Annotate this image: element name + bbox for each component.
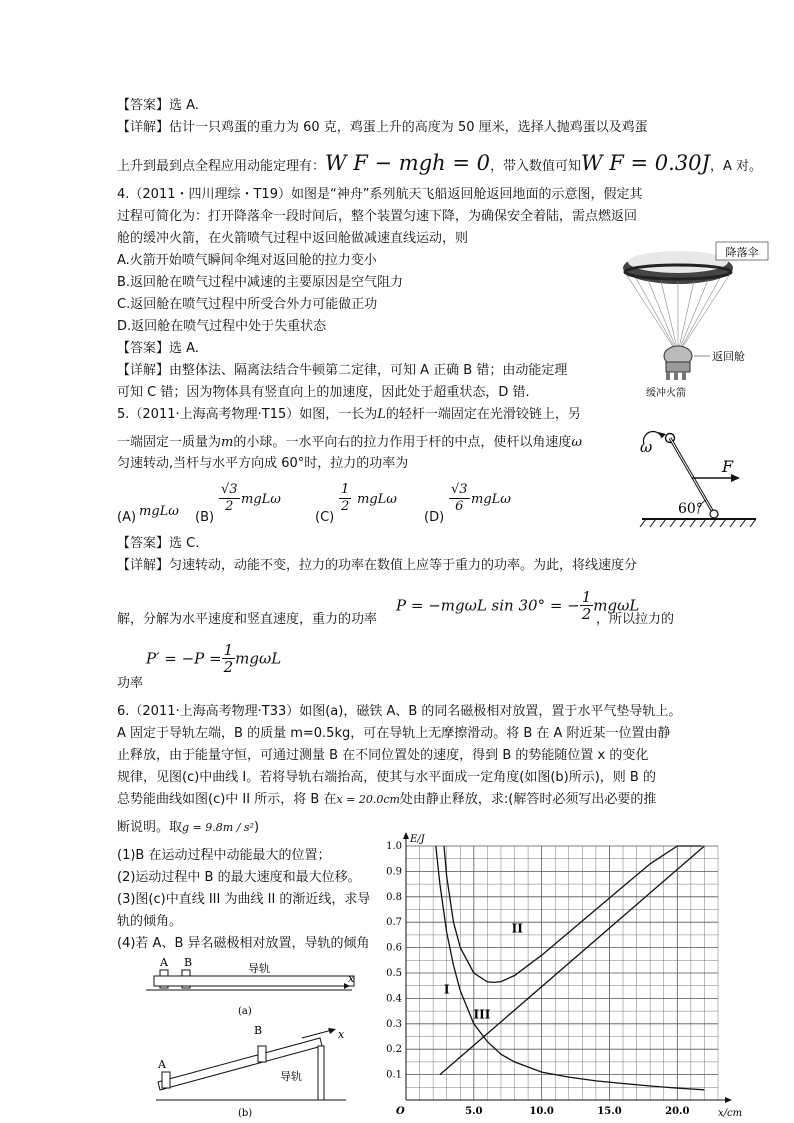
q6-sub-question-1: (1)B 在运动过程中动能最大的位置； <box>117 848 331 863</box>
q5-option-a-expr: mgLω <box>139 504 179 519</box>
fig-a-magnet-a-label: A <box>160 956 168 969</box>
q5-option-d-label: (D) <box>424 510 445 525</box>
q4-stem-line-3: 舱的缓冲火箭，在火箭喷气过程中返回舱做减速直线运动，则 <box>117 231 469 246</box>
q6-sub-question-3b: 轨的倾角。 <box>117 914 183 929</box>
q5-option-d-expr: mgLω <box>471 492 511 507</box>
q4-option-b: B.返回舱在喷气过程中减速的主要原因是空气阻力 <box>117 275 404 290</box>
series-curve-I <box>436 846 705 1090</box>
q4-answer: 【答案】选 A. <box>117 341 199 356</box>
series-label-III: III <box>473 1007 491 1022</box>
q6-sub-question-4: (4)若 A、B 异名磁极相对放置，导轨的倾角 <box>117 936 370 951</box>
y-tick-label: 0.1 <box>386 1069 402 1081</box>
fig-a-magnet-b-label: B <box>184 956 193 969</box>
q6-stem-line-5: 总势能曲线如图(c)中 II 所示，将 B 在x = 20.0cm处由静止释放，求:(解答时必须写出必要的推 <box>117 792 657 807</box>
q5-var-omega: ω <box>571 435 582 450</box>
q5-var-length: L <box>377 407 386 422</box>
q5-stem-text-d: 的小球。一水平向右的拉力作用于杆的中点，使杆以角速度 <box>233 435 572 450</box>
origin-label: O <box>396 1106 405 1117</box>
rocket-label: 缓冲火箭 <box>646 388 686 399</box>
y-tick-label: 0.3 <box>386 1018 402 1030</box>
q5-option-b-fraction: $\frac{√3}{2}$ <box>221 482 238 514</box>
ground-hatching <box>640 519 756 527</box>
q5-gravity-power-equation: P = −mgωL sin 30° = − $\frac{1}{2}$ mgωL <box>396 588 640 623</box>
fig-b-rail-label: 导轨 <box>280 1070 302 1083</box>
q4-detail-line-1: 【详解】由整体法、隔离法结合牛顿第二定律，可知 A 正确 B 错；由动能定理 <box>117 363 568 378</box>
q3-eq-work-value: W F = 0.30J <box>581 151 710 175</box>
q6-stem-line-2: A 固定于导轨左端，B 的质量 m=0.5kg，可在导轨上无摩擦滑动。将 B 在 A 附近某一位置由静 <box>117 726 671 741</box>
parachute-label: 降落伞 <box>725 246 759 259</box>
q5-option-c-expr: mgLω <box>357 492 397 507</box>
y-axis-arrow <box>403 832 409 839</box>
q5-stem-line-1 <box>117 405 581 425</box>
q6-stem-line-6: 断说明。取g = 9.8m / s²) <box>117 820 260 835</box>
y-tick-label: 0.4 <box>386 993 402 1005</box>
y-tick-label: 0.8 <box>386 891 402 903</box>
series-curve-II <box>444 846 702 982</box>
q5-stem-text-b: 的轻杆一端固定在光滑铰链上，另 <box>385 407 581 422</box>
q4-detail-line-2: 可知 C 错；因为物体具有竖直向上的加速度，因此处于超重状态，D 错. <box>117 385 530 400</box>
rocket-plumes <box>666 372 686 380</box>
x-axis-label: x/cm <box>717 1108 743 1119</box>
x-tick-label: 15.0 <box>597 1106 622 1117</box>
q5-stem-line-3: 匀速转动,当杆与水平方向成 60°时，拉力的功率为 <box>117 456 409 471</box>
q3-eq-work-energy: W F − mgh = 0 <box>325 151 490 175</box>
q4-option-a: A.火箭开始喷气瞬间伞绳对返回舱的拉力变小 <box>117 253 377 268</box>
fig-b-magnet-b-label: B <box>254 1024 263 1037</box>
y-tick-label: 0.2 <box>386 1044 402 1056</box>
x-tick-label: 20.0 <box>665 1106 690 1117</box>
q5-stem-text-a: 5.（2011·上海高考物理·T15）如图，一长为 <box>117 407 378 422</box>
q3-detail-text-a: 上升到最到点全程应用动能定理有： <box>117 159 326 174</box>
omega-symbol: ω <box>640 438 653 456</box>
y-axis-label: E/J <box>410 834 425 845</box>
q6-sub-question-2: (2)运动过程中 B 的最大速度和最大位移。 <box>117 870 361 885</box>
figure-b-inclined-rail <box>142 1024 364 1120</box>
y-tick-label: 1.0 <box>386 841 402 852</box>
y-tick-label: 0.6 <box>386 942 402 954</box>
q5-detail-line-2b: ，所以拉力的 <box>596 612 675 627</box>
q5-option-b-label: (B) <box>195 510 215 525</box>
hinge <box>710 510 718 518</box>
q3-detail-text-c: ，A 对。 <box>709 159 762 174</box>
y-tick-label: 0.5 <box>386 968 402 979</box>
q5-detail-line-2a: 解，分解为水平速度和竖直速度，重力的功率 <box>117 612 378 627</box>
q6-stem-line-4: 规律，见图(c)中曲线 I。若将导轨右端抬高，使其与水平面成一定角度(如图(b)所示)，则 B 的 <box>117 770 656 785</box>
q5-var-mass: m <box>221 435 234 450</box>
q5-pull-power-equation: P′ = −P = $\frac{1}{2}$ mgωL <box>146 641 282 676</box>
chart-axes <box>403 832 732 1103</box>
fig-b-magnet-b <box>258 1046 266 1062</box>
q5-options-row <box>117 482 597 528</box>
parachute-shroud-lines <box>626 274 730 348</box>
fig-b-magnet-a <box>162 1072 170 1088</box>
parachute-capsule-figure <box>606 238 778 400</box>
rotating-rod-figure <box>636 428 760 536</box>
q5-option-c-fraction: $\frac{1}{2}$ <box>341 482 350 514</box>
q6-stem-line-3: 止释放，由于能量守恒，可通过测量 B 在不同位置处的速度，得到 B 的势能随位置 x 的变化 <box>117 748 649 763</box>
chart-series <box>436 846 705 1090</box>
y-tick-label: 0.7 <box>386 917 402 929</box>
q5-stem-text-c: 一端固定一质量为 <box>117 435 222 450</box>
x-tick-label: 5.0 <box>465 1106 483 1117</box>
q3-answer: 【答案】选 A. <box>117 98 199 113</box>
series-label-II: II <box>511 921 523 936</box>
q4-stem-line-2: 过程可简化为：打开降落伞一段时间后，整个装置匀速下降，为确保安全着陆，需点燃返回 <box>117 209 638 224</box>
capsule-label: 返回舱 <box>712 350 745 363</box>
y-tick-label: 0.9 <box>386 866 402 878</box>
q5-answer: 【答案】选 C. <box>117 536 200 551</box>
energy-position-chart <box>386 828 743 1120</box>
fig-b-magnet-a-label: A <box>158 1058 166 1071</box>
q5-option-b-expr: mgLω <box>241 492 281 507</box>
q6-stem-line-1: 6.（2011·上海高考物理·T33）如图(a)，磁铁 A、B 的同名磁极相对放置，置于水平气垫导轨上。 <box>117 704 682 719</box>
angle-label: 60° <box>678 501 703 517</box>
q4-option-c: C.返回舱在喷气过程中所受合外力可能做正功 <box>117 297 378 312</box>
q6-sub-question-3a: (3)图(c)中直线 III 为曲线 II 的渐近线，求导 <box>117 892 371 907</box>
q5-stem-line-2 <box>117 433 582 453</box>
q3-detail-line-2 <box>117 148 762 182</box>
figure-a-horizontal-rail <box>142 956 364 1018</box>
chart-grid <box>406 846 718 1100</box>
q4-option-d: D.返回舱在喷气过程中处于失重状态 <box>117 319 327 334</box>
fig-a-rail <box>154 976 354 986</box>
force-label: F <box>722 457 734 476</box>
q4-stem-line-1: 4.（2011・四川理综・T19）如图是“神舟”系列航天飞船返回舱返回地面的示意图，假定其 <box>117 187 643 202</box>
fig-a-rail-label: 导轨 <box>248 962 270 975</box>
q5-option-d-fraction: $\frac{√3}{6}$ <box>451 482 468 514</box>
q5-detail-line-1: 【详解】匀速转动，动能不变，拉力的功率在数值上应等于重力的功率。为此，将线速度分 <box>117 558 638 573</box>
q5-detail-line-3: 功率 <box>117 676 144 691</box>
q5-option-c-label: (C) <box>315 510 335 525</box>
q5-option-a-label: (A) <box>117 510 137 525</box>
fig-a-x-axis-label: x <box>348 972 355 985</box>
fig-b-caption: (b) <box>238 1108 253 1119</box>
x-tick-label: 10.0 <box>529 1106 554 1117</box>
series-label-I: I <box>443 982 450 997</box>
fig-a-caption: (a) <box>238 1006 252 1017</box>
q6-gravity-value: g = 9.8m / s² <box>182 821 254 834</box>
q3-detail-line-1: 【详解】估计一只鸡蛋的重力为 60 克，鸡蛋上升的高度为 50 厘米，选择人抛鸡蛋以及鸡蛋 <box>117 120 648 135</box>
x-axis-arrow <box>725 1097 732 1103</box>
q3-detail-text-b: ，带入数值可知 <box>489 159 581 174</box>
fig-b-x-axis-label: x <box>338 1028 345 1041</box>
q6-release-position: x = 20.0cm <box>336 793 400 806</box>
